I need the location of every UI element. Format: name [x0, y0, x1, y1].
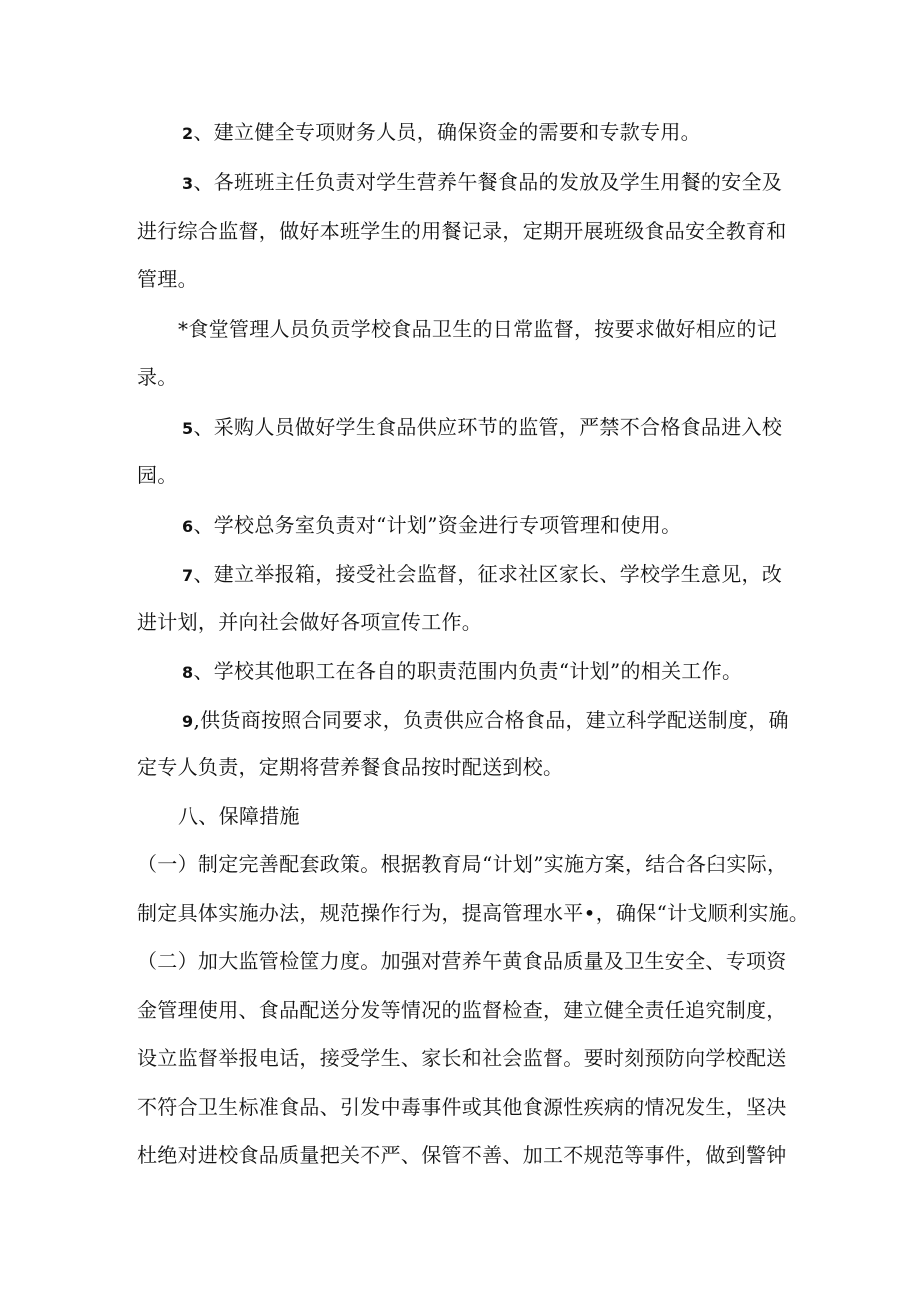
measure-2-line-1: （二）加大监管检筐力度。加强对营养午黄食品质量及卫生安全、专项资 — [137, 949, 787, 973]
item-number: 9 — [182, 712, 194, 731]
item-number: 3 — [182, 174, 194, 193]
item-6-line-1: 6、学校总务室负责对“计划”资金进行专项管理和使用。 — [182, 513, 682, 537]
item-4-line-2: 录。 — [137, 365, 178, 389]
item-3-line-2: 进行综合监督，做好本班学生的用餐记录，定期开展班级食品安全教育和 — [137, 219, 787, 243]
item-7-line-2: 进计划，并向社会做好各项宣传工作。 — [137, 610, 483, 634]
item-9-line-1: 9,供货商按照合同要求，负责供应合格食品，建立科学配送制度，确 — [182, 708, 789, 732]
measure-1-line-2: 制定具体实施办法，规范操作行为，提高管理水平•，确保“计戈顺利实施。 — [137, 901, 810, 925]
item-5-line-2: 园。 — [137, 463, 178, 487]
item-number: 8 — [182, 663, 194, 682]
measure-1-line-1: （一）制定完善配套政策。根据教育局“计划”实施方案，结合各臼实际， — [137, 852, 788, 876]
item-2-line-1: 2、建立健全专项财务人员，确保资金的需要和专款专用。 — [182, 120, 701, 144]
measure-2-line-3: 设立监督举报电话，接受学生、家长和社会监督。要时刻预防向学校配送 — [137, 1046, 787, 1070]
item-8-line-1: 8、学校其他职工在各自的职责范围内负责“计划”的相关工作。 — [182, 659, 743, 683]
item-number: 7 — [182, 566, 194, 585]
measure-2-line-2: 金管理使用、食品配送分发等情况的监督检查，建立健全责任追究制度， — [137, 998, 787, 1022]
item-number: 5 — [182, 419, 194, 438]
item-5-line-1: 5、采购人员做好学生食品供应环节的监管，严禁不合格食品进入校 — [182, 415, 783, 439]
measure-2-line-5: 杜绝对进校食品质量把关不严、保管不善、加工不规范等事件，做到警钟 — [137, 1143, 787, 1167]
item-7-line-1: 7、建立举报箱，接受社会监督，征求社区家长、学校学生意见，改 — [182, 562, 783, 586]
item-4-line-1: *食堂管理人员负贡学校食品卫生的日常监督，按要求做好相应的记 — [178, 317, 777, 341]
item-9-line-2: 定专人负责，定期将营养餐食品按时配送到校。 — [137, 755, 564, 779]
item-number: 2 — [182, 124, 194, 143]
item-3-line-1: 3、各班班主任负责对学生营养午餐食品的发放及学生用餐的安全及 — [182, 170, 783, 194]
measure-2-line-4: 不符合卫生标准食品、引发中毒事件或其他食源性疾病的情况发生，坚决 — [137, 1095, 787, 1119]
item-number: 6 — [182, 517, 194, 536]
item-3-line-3: 管理。 — [137, 267, 198, 291]
section-heading: 八、保障措施 — [178, 804, 300, 828]
